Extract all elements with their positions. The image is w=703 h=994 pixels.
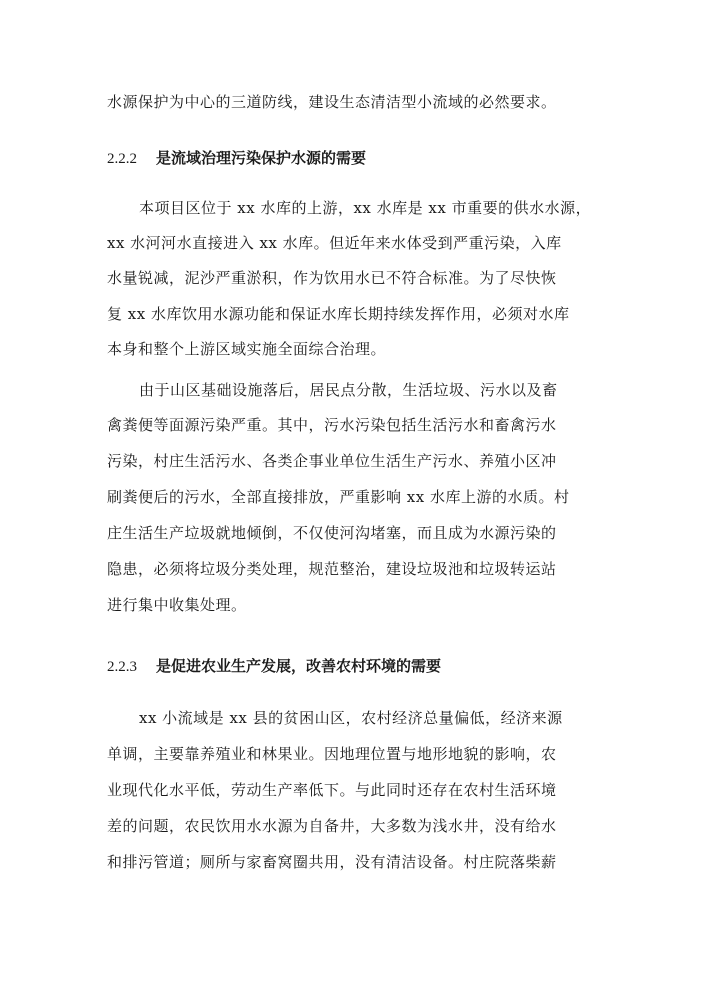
section-number: 2.2.3 <box>107 659 137 675</box>
paragraph-line: 隐患，必须将垃圾分类处理，规范整治，建设垃圾池和垃圾转运站 <box>107 560 557 578</box>
paragraph-line: 污染，村庄生活污水、各类企事业单位生活生产污水、养殖小区冲 <box>107 452 557 470</box>
section-title: 是促进农业生产发展，改善农村环境的需要 <box>156 657 442 675</box>
section-number: 2.2.2 <box>107 151 137 167</box>
paragraph-line: 庄生活生产垃圾就地倾倒，不仅使河沟堵塞，而且成为水源污染的 <box>107 524 557 542</box>
paragraph-line: 进行集中收集处理。 <box>107 596 247 614</box>
paragraph-line: 本项目区位于 xx 水库的上游，xx 水库是 xx 市重要的供水水源， <box>139 199 592 217</box>
paragraph-line: xx 小流域是 xx 县的贫困山区，农村经济总量偏低，经济来源 <box>139 709 563 727</box>
section-heading-2-2-2 <box>107 148 366 169</box>
paragraph-line: 业现代化水平低，劳动生产率低下。与此同时还存在农村生活环境 <box>107 781 557 799</box>
paragraph-line: 刷粪便后的污水，全部直接排放，严重影响 xx 水库上游的水质。村 <box>107 488 570 506</box>
paragraph-line: 禽粪便等面源污染严重。其中，污水污染包括生活污水和畜禽污水 <box>107 416 557 434</box>
paragraph-line: 复 xx 水库饮用水源功能和保证水库长期持续发挥作用，必须对水库 <box>107 305 570 323</box>
paragraph-line: xx 水河河水直接进入 xx 水库。但近年来水体受到严重污染，入库 <box>107 234 562 252</box>
section-heading-2-2-3 <box>107 656 441 677</box>
paragraph-line: 差的问题，农民饮用水水源为自备井，大多数为浅水井，没有给水 <box>107 817 557 835</box>
section-title: 是流域治理污染保护水源的需要 <box>156 149 367 167</box>
paragraph-line: 单调，主要靠养殖业和林果业。因地理位置与地形地貌的影响，农 <box>107 745 557 763</box>
paragraph-line: 水量锐减，泥沙严重淤积，作为饮用水已不符合标准。为了尽快恢 <box>107 269 557 287</box>
opening-line: 水源保护为中心的三道防线，建设生态清洁型小流域的必然要求。 <box>107 93 557 111</box>
paragraph-line: 本身和整个上游区域实施全面综合治理。 <box>107 340 387 358</box>
paragraph-line: 由于山区基础设施落后，居民点分散，生活垃圾、污水以及畜 <box>139 381 558 399</box>
paragraph-line: 和排污管道；厕所与家畜窝圈共用，没有清洁设备。村庄院落柴薪 <box>107 853 557 871</box>
